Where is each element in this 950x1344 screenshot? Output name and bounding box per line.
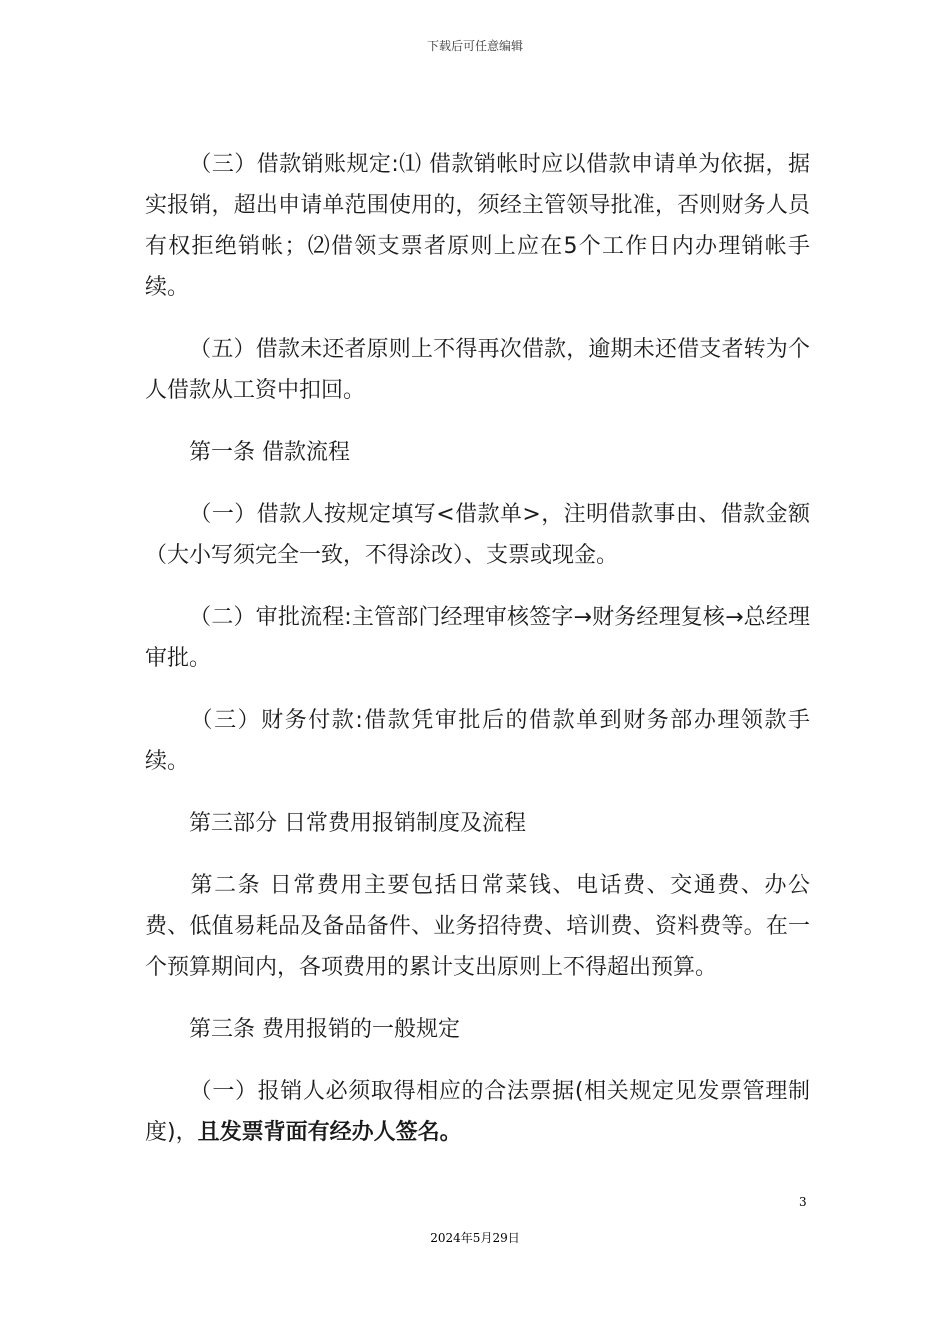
page-number: 3 (799, 1195, 807, 1209)
paragraph-loan-writeoff: （三）借款销账规定:⑴ 借款销帐时应以借款申请单为依据，据实报销，超出申请单范围使用的，须经主管领导批准，否则财务人员有权拒绝销帐；⑵借领支票者原则上应在5个工作日内办理销帐手续。 (145, 152, 810, 300)
document-body (145, 144, 810, 1153)
paragraph-daily-expenses: 第二条 日常费用主要包括日常菜钱、电话费、交通费、办公费、低值易耗品及备品备件、业务招待费、培训费、资料费等。在一个预算期间内，各项费用的累计支出原则上不得超出预算。 (145, 873, 810, 980)
paragraph-unpaid-loans: （五）借款未还者原则上不得再次借款，逾期未还借支者转为个人借款从工资中扣回。 (145, 337, 810, 403)
bold-signature-note: 且发票背面有经办人签名。 (197, 1120, 462, 1145)
heading-loan-process: 第一条 借款流程 (189, 440, 350, 465)
paragraph-loan-form: （一）借款人按规定填写<借款单>，注明借款事由、借款金额（大小写须完全一致，不得涂改）、支票或现金。 (145, 502, 810, 568)
paragraph-invoice-requirement: （一）报销人必须取得相应的合法票据(相关规定见发票管理制 度)，且发票背面有经办人签名。 (145, 1079, 810, 1145)
paragraph-finance-payment: （三）财务付款:借款凭审批后的借款单到财务部办理领款手续。 (145, 708, 810, 774)
heading-part-three: 第三部分 日常费用报销制度及流程 (189, 811, 526, 836)
heading-reimbursement-rules: 第三条 费用报销的一般规定 (189, 1017, 460, 1042)
paragraph-approval-flow: （二）审批流程:主管部门经理审核签字→财务经理复核→总经理审批。 (145, 605, 810, 671)
footer-date: 2024年5月29日 (430, 1231, 520, 1245)
page-header: 下载后可任意编辑 (426, 39, 523, 53)
